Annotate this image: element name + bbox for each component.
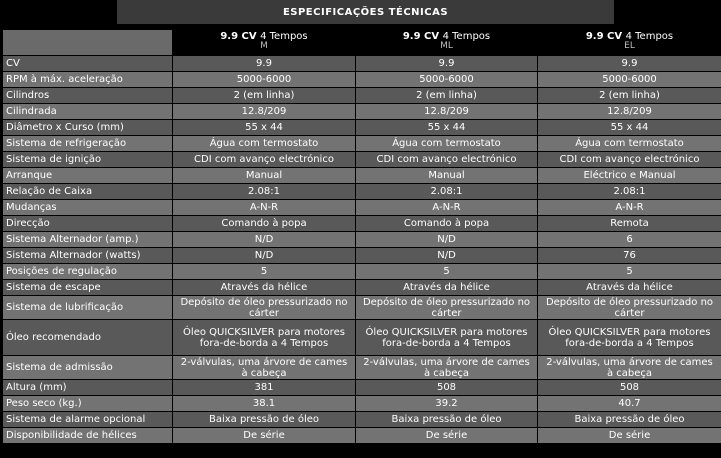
table-row	[3, 200, 721, 215]
table-row	[3, 152, 721, 167]
cell-ml: Comando à popa	[356, 216, 537, 231]
cell-el: Água com termostato	[538, 136, 721, 151]
row-label: Posições de regulação	[3, 264, 172, 279]
cell-el: 76	[538, 248, 721, 263]
cell-m: CDI com avanço electrónico	[173, 152, 355, 167]
row-label: Peso seco (kg.)	[3, 396, 172, 411]
table-row	[3, 320, 721, 355]
cell-el: 12.8/209	[538, 104, 721, 119]
table-row	[3, 168, 721, 183]
cell-el: 40.7	[538, 396, 721, 411]
model-stroke: 4 Tempos	[625, 31, 674, 42]
cell-ml: Depósito de óleo pressurizado no cárter	[356, 296, 537, 319]
cell-el: De série	[538, 428, 721, 443]
model-variant: EL	[624, 41, 635, 51]
cell-m: Óleo QUICKSILVER para motores fora-de-borda a 4 Tempos	[173, 320, 355, 355]
cell-el: Óleo QUICKSILVER para motores fora-de-borda a 4 Tempos	[538, 320, 721, 355]
row-label: Altura (mm)	[3, 380, 172, 395]
row-label: Sistema de alarme opcional	[3, 412, 172, 427]
cell-ml: Água com termostato	[356, 136, 537, 151]
table-row	[3, 136, 721, 151]
cell-el: Eléctrico e Manual	[538, 168, 721, 183]
row-label: Sistema Alternador (watts)	[3, 248, 172, 263]
table-row	[3, 428, 721, 443]
cell-ml: CDI com avanço electrónico	[356, 152, 537, 167]
cell-m: 2.08:1	[173, 184, 355, 199]
model-name: 9.9 CV	[220, 31, 257, 42]
cell-ml: 2-válvulas, uma árvore de cames à cabeça	[356, 356, 537, 379]
table-row	[3, 184, 721, 199]
row-label: Diâmetro x Curso (mm)	[3, 120, 172, 135]
table-row	[3, 216, 721, 231]
column-header-el	[538, 30, 721, 55]
model-stroke: 4 Tempos	[260, 31, 308, 42]
table-row	[3, 72, 721, 87]
model-variant: ML	[440, 41, 453, 51]
cell-el: 5	[538, 264, 721, 279]
table-row	[3, 232, 721, 247]
row-label: Óleo recomendado	[3, 320, 172, 355]
page-title: ESPECIFICAÇÕES TÉCNICAS	[117, 0, 614, 24]
row-label: Mudanças	[3, 200, 172, 215]
cell-el: Através da hélice	[538, 280, 721, 295]
row-label: Relação de Caixa	[3, 184, 172, 199]
cell-el: 2.08:1	[538, 184, 721, 199]
cell-ml: 5	[356, 264, 537, 279]
cell-el: 55 x 44	[538, 120, 721, 135]
cell-el: Depósito de óleo pressurizado no cárter	[538, 296, 721, 319]
table-row	[3, 356, 721, 379]
row-label: Sistema de refrigeração	[3, 136, 172, 151]
table-row	[3, 412, 721, 427]
cell-m: 2-válvulas, uma árvore de cames à cabeça	[173, 356, 355, 379]
model-name: 9.9 CV	[402, 31, 440, 42]
row-label: Cilindros	[3, 88, 172, 103]
cell-m: 9.9	[173, 56, 355, 71]
row-label: Sistema de ignição	[3, 152, 172, 167]
cell-m: 12.8/209	[173, 104, 355, 119]
cell-ml: Baixa pressão de óleo	[356, 412, 537, 427]
cell-el: 2 (em linha)	[538, 88, 721, 103]
row-label: Sistema de lubrificação	[3, 296, 172, 319]
cell-m: N/D	[173, 232, 355, 247]
cell-m: Depósito de óleo pressurizado no cárter	[173, 296, 355, 319]
cell-ml: A-N-R	[356, 200, 537, 215]
table-row	[3, 380, 721, 395]
cell-ml: N/D	[356, 248, 537, 263]
cell-m: 55 x 44	[173, 120, 355, 135]
cell-m: 2 (em linha)	[173, 88, 355, 103]
cell-m: De série	[173, 428, 355, 443]
cell-m: A-N-R	[173, 200, 355, 215]
cell-m: 5000-6000	[173, 72, 355, 87]
table-row	[3, 56, 721, 71]
header-row	[3, 30, 721, 55]
cell-el: 2-válvulas, uma árvore de cames à cabeça	[538, 356, 721, 379]
cell-m: 381	[173, 380, 355, 395]
cell-el: A-N-R	[538, 200, 721, 215]
row-label: Disponibilidade de hélices	[3, 428, 172, 443]
cell-el: Baixa pressão de óleo	[538, 412, 721, 427]
cell-ml: 39.2	[356, 396, 537, 411]
cell-el: 9.9	[538, 56, 721, 71]
cell-m: 38.1	[173, 396, 355, 411]
model-stroke: 4 Tempos	[442, 31, 491, 42]
row-label: Sistema de escape	[3, 280, 172, 295]
model-variant: M	[260, 41, 268, 51]
cell-m: Comando à popa	[173, 216, 355, 231]
cell-ml: 12.8/209	[356, 104, 537, 119]
column-header-ml	[356, 30, 537, 55]
cell-el: 508	[538, 380, 721, 395]
cell-ml: 2 (em linha)	[356, 88, 537, 103]
cell-m: Água com termostato	[173, 136, 355, 151]
table-row	[3, 296, 721, 319]
cell-el: Remota	[538, 216, 721, 231]
table-row	[3, 248, 721, 263]
cell-ml: 508	[356, 380, 537, 395]
column-header-m	[173, 30, 355, 55]
row-label: CV	[3, 56, 172, 71]
cell-ml: 5000-6000	[356, 72, 537, 87]
row-label: Cilindrada	[3, 104, 172, 119]
cell-ml: De série	[356, 428, 537, 443]
spec-table	[2, 29, 721, 444]
row-label: Sistema de admissão	[3, 356, 172, 379]
cell-ml: N/D	[356, 232, 537, 247]
cell-m: Manual	[173, 168, 355, 183]
row-label: Direcção	[3, 216, 172, 231]
cell-ml: 9.9	[356, 56, 537, 71]
model-name: 9.9 CV	[585, 31, 623, 42]
cell-m: 5	[173, 264, 355, 279]
cell-m: Através da hélice	[173, 280, 355, 295]
cell-el: 6	[538, 232, 721, 247]
table-row	[3, 120, 721, 135]
cell-el: CDI com avanço electrónico	[538, 152, 721, 167]
table-row	[3, 264, 721, 279]
row-label: Sistema Alternador (amp.)	[3, 232, 172, 247]
cell-ml: Manual	[356, 168, 537, 183]
cell-el: 5000-6000	[538, 72, 721, 87]
cell-ml: Óleo QUICKSILVER para motores fora-de-borda a 4 Tempos	[356, 320, 537, 355]
cell-ml: 2.08:1	[356, 184, 537, 199]
table-row	[3, 88, 721, 103]
cell-ml: Através da hélice	[356, 280, 537, 295]
cell-m: N/D	[173, 248, 355, 263]
row-label: RPM à máx. aceleração	[3, 72, 172, 87]
header-corner	[3, 30, 172, 55]
table-row	[3, 104, 721, 119]
table-row	[3, 280, 721, 295]
table-row	[3, 396, 721, 411]
row-label: Arranque	[3, 168, 172, 183]
cell-m: Baixa pressão de óleo	[173, 412, 355, 427]
cell-ml: 55 x 44	[356, 120, 537, 135]
